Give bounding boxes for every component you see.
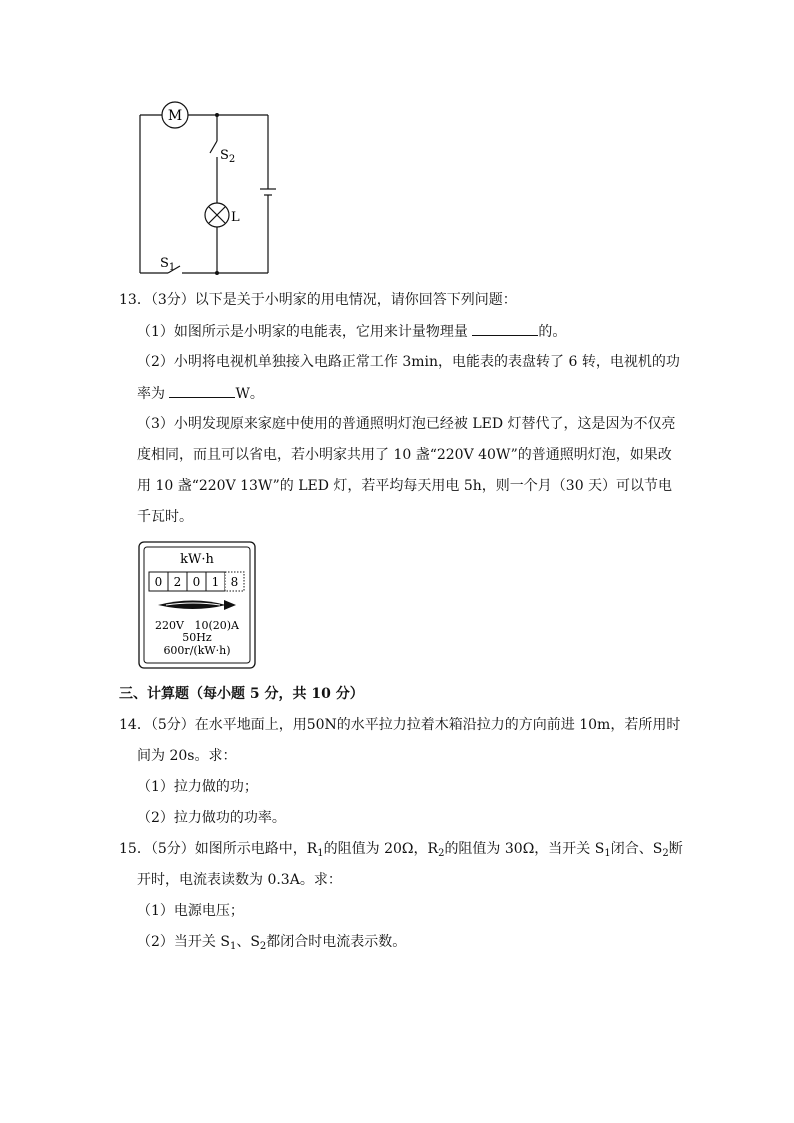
q13-header: 13．（3分）以下是关于小明家的用电情况，请你回答下列问题： xyxy=(119,292,517,308)
q13-part1: （1）如图所示是小明家的电能表，它用来计量物理量 的。 xyxy=(137,321,566,342)
q15-line1: 15．（5分）如图所示电路中，$R_1$的阻值为 20Ω，$R_2$的阻值为 30Ω，当开关 $S_1$闭合、$S_2$断 xyxy=(119,841,683,859)
lamp-label: L xyxy=(231,210,240,225)
q13-part3-line1: （3）小明发现原来家庭中使用的普通照明灯泡已经被 LED 灯替代了，这是因为不仅亮 xyxy=(137,416,676,432)
meter-rating-voltage-current: 220V 10(20)A xyxy=(155,619,239,632)
circuit-diagram xyxy=(130,95,280,280)
section-title: 三、计算题（每小题 5 分，共 10 分） xyxy=(119,686,364,702)
motor-label: M xyxy=(167,108,183,124)
q15-sub2: （2）当开关 $S_1$、$S_2$都闭合时电流表示数。 xyxy=(137,934,407,952)
q15-line2: 开时，电流表读数为 0.3A。求： xyxy=(137,872,342,888)
answer-blank-1[interactable] xyxy=(472,321,538,336)
svg-text:S1 xyxy=(160,256,175,273)
switch2-label: S xyxy=(220,148,229,163)
q13-part2-line2: 率为 W。 xyxy=(137,383,264,404)
meter-digit: 1 xyxy=(211,575,220,589)
energy-meter-figure xyxy=(138,541,256,669)
svg-text:S2 xyxy=(220,148,235,165)
switch1-subscript: 1 xyxy=(168,262,176,273)
q14-sub1: （1）拉力做的功； xyxy=(137,779,258,795)
q14-line2: 间为 20s。求： xyxy=(137,748,237,764)
q13-part3-line3: 用 10 盏“220V 13W”的 LED 灯，若平均每天用电 5h，则一个月（30 天）可以节电 xyxy=(137,478,673,494)
q13-part3-line2: 度相同，而且可以省电，若小明家共用了 10 盏“220V 40W”的普通照明灯泡，如果改 xyxy=(137,447,672,463)
q13-part2-line1: （2）小明将电视机单独接入电路正常工作 3min，电能表的表盘转了 6 转，电视机的功 xyxy=(137,354,680,370)
meter-digit: 0 xyxy=(154,575,163,589)
meter-digit: 2 xyxy=(173,575,182,589)
answer-blank-2[interactable] xyxy=(169,383,235,398)
q13-part3-line4: 千瓦时。 xyxy=(137,509,193,525)
meter-rating-revolutions: 600r/(kW·h) xyxy=(163,644,231,657)
q15-sub1: （1）电源电压； xyxy=(137,903,244,919)
switch1-label: S xyxy=(160,256,169,271)
meter-unit: kW·h xyxy=(180,552,214,567)
q14-sub2: （2）拉力做功的功率。 xyxy=(137,810,286,826)
q14-line1: 14．（5分）在水平地面上，用50N的水平拉力拉着木箱沿拉力的方向前进 10m，若所用时 xyxy=(119,717,681,733)
switch2-subscript: 2 xyxy=(228,154,236,165)
meter-digit: 0 xyxy=(192,575,201,589)
meter-rating-frequency: 50Hz xyxy=(182,631,212,644)
meter-digit-decimal: 8 xyxy=(230,575,239,589)
